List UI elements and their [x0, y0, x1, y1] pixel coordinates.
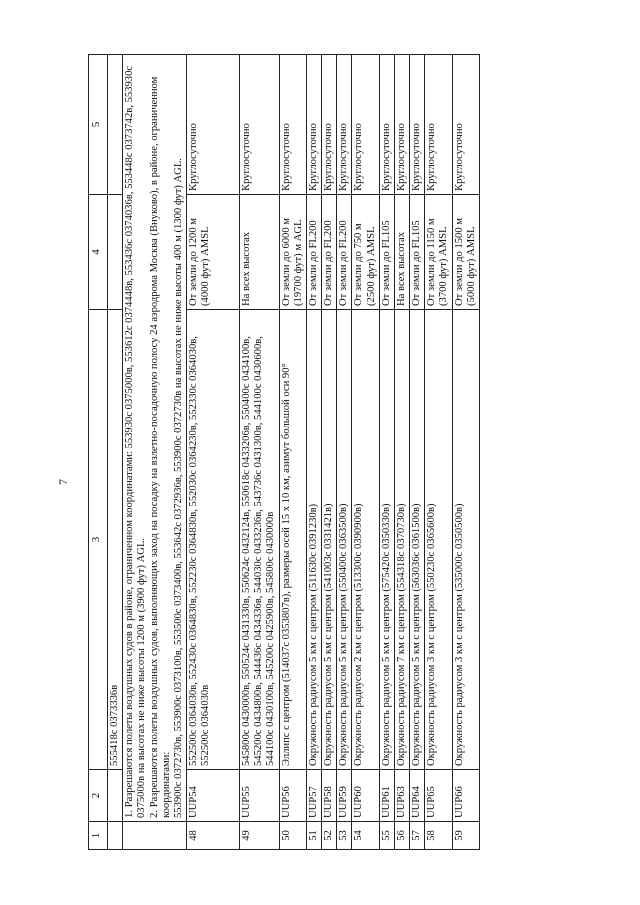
page-number: 7	[56, 479, 70, 485]
table-row: 57 UUP64 Окружность радиусом 5 км с центром (563036с 0361500в) От земли до FL105 Круглосуточно	[410, 55, 425, 850]
table-row: 51 UUP57 Окружность радиусом 5 км с центром (511630с 0391230в) От земли до FL200 Круглосуточно	[306, 55, 321, 850]
table-row: 48 UUP54 552500с 0364030в, 552430с 0364830в, 552230с 0364830в, 552030с 0364230в, 552330с 0364030в, 552500с 0364030в От земли до 1200 м (4000 фут) AMSL Круглосуточно	[187, 55, 240, 850]
table-row: 58 UUP65 Окружность радиусом 3 км с центром (550230с 0365600в) От земли до 1150 м (3700 фут) AMSL Круглосуточно	[425, 55, 452, 850]
table-row: 54 UUP60 Окружность радиусом 2 км с центром (513300с 0390900в) От земли до 750 м (2500 фут) AMSL Круглосуточно	[352, 55, 379, 850]
airspace-table	[88, 54, 480, 850]
table-row: 59 UUP66 Окружность радиусом 3 км с центром (535000с 0350500в) От земли до 1500 м (5000 фут) AMSL Круглосуточно	[452, 55, 479, 850]
notes-cell	[123, 55, 187, 822]
table-row: 55 UUP61 Окружность радиусом 5 км с центром (575420с 0350330в) От земли до FL105 Круглосуточно	[379, 55, 394, 850]
table-row: 50 UUP56 Эллипс с центром (514037с 0353807в), размеры осей 15 х 10 км, азимут большой оси 90° От земли до 6000 м (19700 фут) м AGL Круглосуточно	[279, 55, 306, 850]
note-2: 2. Разрешаются полеты воздушных судов, выполняющих заход на посадку на взлетно-посадочную полосу 24 аэродрома Москва (Внуково), в районе, ограниченном координатами:	[148, 76, 172, 818]
continuation-text: 555418с 0373336в	[108, 310, 123, 770]
continuation-row	[108, 55, 123, 850]
table-row: 52 UUP58 Окружность радиусом 5 км с центром (541003с 0331421в) От земли до FL200 Круглосуточно	[322, 55, 337, 850]
note-2-coordinates: 553900с 0372730в, 553900с 0373100в, 553500с 0373400в, 553642с 0372936в, 553900с 0372730в на высотах не ниже высоты 400 м (1300 фут) AGL.	[172, 158, 184, 818]
header-row	[89, 55, 108, 850]
header-cell: 1	[89, 822, 108, 850]
header-cell: 5	[89, 55, 108, 195]
notes-row	[123, 55, 187, 850]
table-row: 49 UUP55 545800с 0430000в, 550524с 0431330в, 550624с 0432124в, 550618с 0433206в, 550400с 0434100в, 545200с 0434800в, 544436с 0434336в, 544030с 0433236в, 543736с 0431300в, 544100с 0430600в, 544100с 0430100в, 545200с 0425900в, 545800с 0430000в На всех высотах Круглосуточно	[240, 55, 280, 850]
table-row: 56 UUP63 Окружность радиусом 7 км с центром (554318с 0370730в) На всех высотах Круглосуточно	[394, 55, 409, 850]
header-cell: 2	[89, 770, 108, 822]
table-row: 53 UUP59 Окружность радиусом 5 км с центром (550400с 0363500в) От земли до FL200 Круглосуточно	[337, 55, 352, 850]
header-cell: 4	[89, 195, 108, 310]
note-1: 1. Разрешаются полеты воздушных судов в районе, ограниченном координатами: 553930с 0375000в, 553612с 0374448в, 553436с 0374036в, 553448с 0373742в, 553930с 0375000в на высотах не ниже высоты 1200 м (3900 фут) AGL.	[124, 65, 148, 818]
header-cell: 3	[89, 310, 108, 770]
